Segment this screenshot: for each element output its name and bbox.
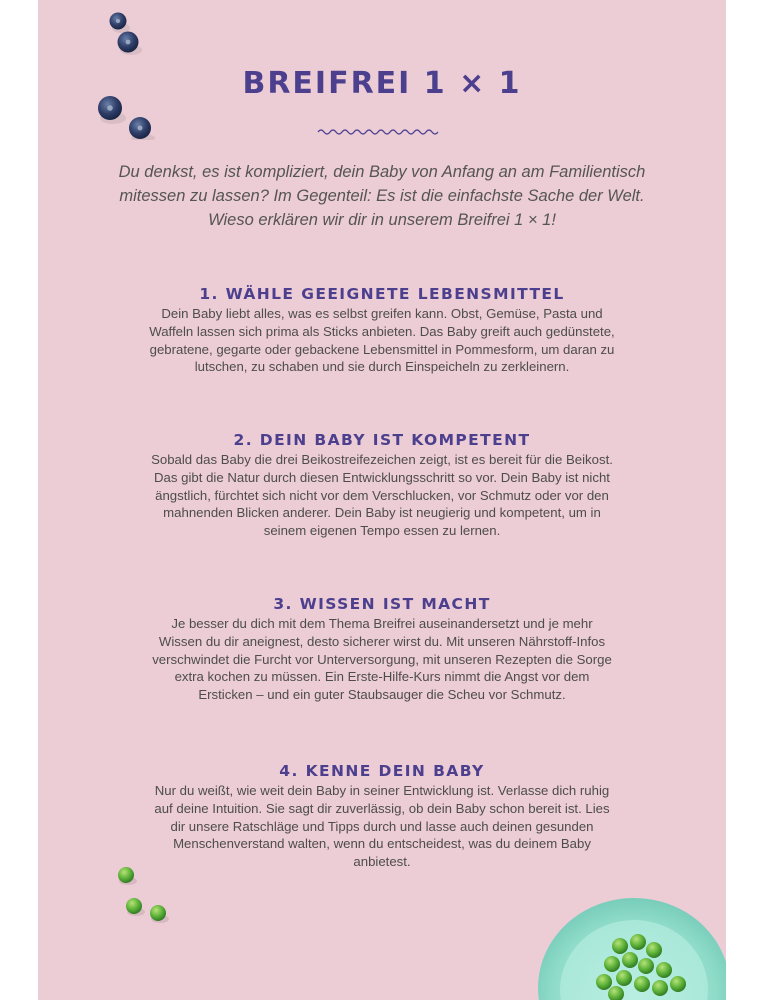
section-heading: 1. WÄHLE GEEIGNETE LEBENSMITTEL	[199, 285, 565, 303]
section-heading: 3. WISSEN IST MACHT	[273, 595, 491, 613]
section-heading: 2. DEIN BABY IST KOMPETENT	[233, 431, 531, 449]
section-body: Sobald das Baby die drei Beikostreifezeichen zeigt, ist es bereit für die Beikost. Das gibt die Natur durch diesen Entwicklungsschritt so vor. Dein Baby ist nicht ängstlich, fürchtet sich nicht vor dem Verschlucken, vor Schmutz oder vor den mahnenden Blicken anderer. Dein Baby ist neugierig und kompetent, um in seinem eigenen Tempo essen zu lernen.	[151, 452, 613, 539]
section-body: Nur du weißt, wie weit dein Baby in seiner Entwicklung ist. Verlasse dich ruhig auf deine Intuition. Sie sagt dir zuverlässig, ob dein Baby schon bereit ist. Lies dir unsere Ratschläge und Tipps durch und lasse auch deinen gesunden Menschenverstand walten, wenn du entscheidest, was du deinem Baby anbietest.	[154, 783, 610, 870]
section-body: Je besser du dich mit dem Thema Breifrei auseinandersetzt und je mehr Wissen du dir aneignest, desto sicherer wirst du. Mit unseren Nährstoff-Infos verschwindet die Furcht vor Unterversorgung, mit unseren Rezepten die Sorge extra kochen zu müssen. Ein Erste-Hilfe-Kurs nimmt die Angst vor dem Ersticken – und ein guter Staubsauger die Scheu vor Schmutz.	[152, 616, 612, 703]
section-heading: 4. KENNE DEIN BABY	[279, 762, 485, 780]
section-2	[148, 431, 616, 540]
bowl-of-peas-image	[534, 892, 726, 1000]
page-title: BREIFREI 1 × 1	[242, 66, 522, 101]
squiggle-divider	[316, 126, 440, 138]
page	[38, 0, 726, 1000]
section-4	[148, 762, 616, 871]
section-3	[148, 595, 616, 704]
intro-text: Du denkst, es ist kompliziert, dein Baby von Anfang an am Familientisch mitessen zu lassen? Im Gegenteil: Es ist die einfachste Sache der Welt. Wieso erklären wir dir in unserem Breifrei 1 × 1!	[118, 163, 646, 229]
section-1	[148, 285, 616, 376]
section-body: Dein Baby liebt alles, was es selbst greifen kann. Obst, Gemüse, Pasta und Waffeln lassen sich prima als Sticks anbieten. Das Baby greift auch gedünstete, gebratene, gegarte oder gebackene Lebensmittel in Pommesform, um daran zu lutschen, zu schaben und sie durch Einspeicheln zu zerkleinern.	[149, 306, 615, 375]
peas-image	[110, 860, 180, 930]
